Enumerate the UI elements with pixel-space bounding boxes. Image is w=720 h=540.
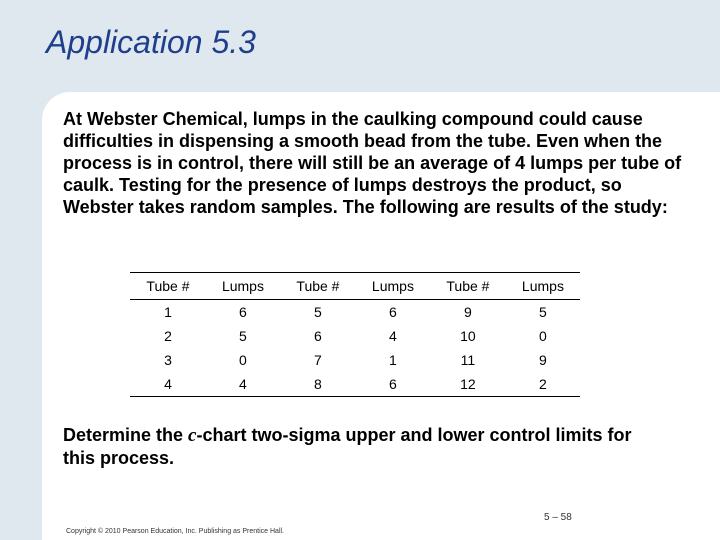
- slide-title: Application 5.3: [46, 24, 256, 60]
- table-row: [130, 324, 580, 348]
- table-cell: 3: [164, 352, 172, 368]
- table-cell: 5: [314, 304, 322, 320]
- table-cell: 6: [389, 304, 397, 320]
- table-row: [130, 348, 580, 372]
- header-lumps-1: Lumps: [206, 273, 280, 300]
- question-text-end: -chart two-sigma upper and lower control limits for this process.: [63, 425, 632, 468]
- question-c-symbol: c: [188, 425, 197, 446]
- table-cell: 9: [464, 304, 472, 320]
- table-cell: 8: [280, 372, 356, 397]
- table-header-row: [130, 273, 580, 300]
- table-cell: 5: [539, 304, 547, 320]
- table-cell: 0: [239, 352, 247, 368]
- table-cell: 7: [314, 352, 322, 368]
- table-cell: 5: [239, 328, 247, 344]
- table-row: [130, 372, 580, 397]
- table-cell: 10: [460, 328, 476, 344]
- header-tube-3: Tube #: [430, 273, 506, 300]
- table-cell: 6: [314, 328, 322, 344]
- table-cell: 6: [239, 304, 247, 320]
- page-number: 5 – 58: [544, 512, 572, 523]
- table-cell: 9: [539, 352, 547, 368]
- table-cell: 6: [356, 372, 430, 397]
- table-cell: 1: [164, 304, 172, 320]
- table-cell: 2: [164, 328, 172, 344]
- lumps-table: [130, 272, 580, 397]
- table-row: [130, 300, 580, 325]
- table-cell: 11: [460, 352, 476, 368]
- question-text-start: Determine the: [63, 425, 189, 445]
- header-lumps-2: Lumps: [356, 273, 430, 300]
- table-cell: 1: [389, 352, 397, 368]
- copyright-notice: Copyright © 2010 Pearson Education, Inc. Publishing as Prentice Hall.: [66, 528, 285, 535]
- table-cell: 4: [389, 328, 397, 344]
- header-tube-2: Tube #: [280, 273, 356, 300]
- table-cell: 0: [539, 328, 547, 344]
- question-paragraph: [63, 424, 663, 469]
- table-cell: 2: [506, 372, 580, 397]
- table-cell: 4: [206, 372, 280, 397]
- intro-paragraph: At Webster Chemical, lumps in the caulking compound could cause difficulties in dispensing a smooth bead from the tube. Even when the process is in control, there will still be an average of 4 lumps per tube of caulk. Testing for the presence of lumps destroys the product, so Webster takes random samples. The following are results of the study:: [63, 109, 682, 217]
- header-lumps-3: Lumps: [506, 273, 580, 300]
- header-tube-1: Tube #: [130, 273, 206, 300]
- table-cell: 12: [430, 372, 506, 397]
- table-cell: 4: [130, 372, 206, 397]
